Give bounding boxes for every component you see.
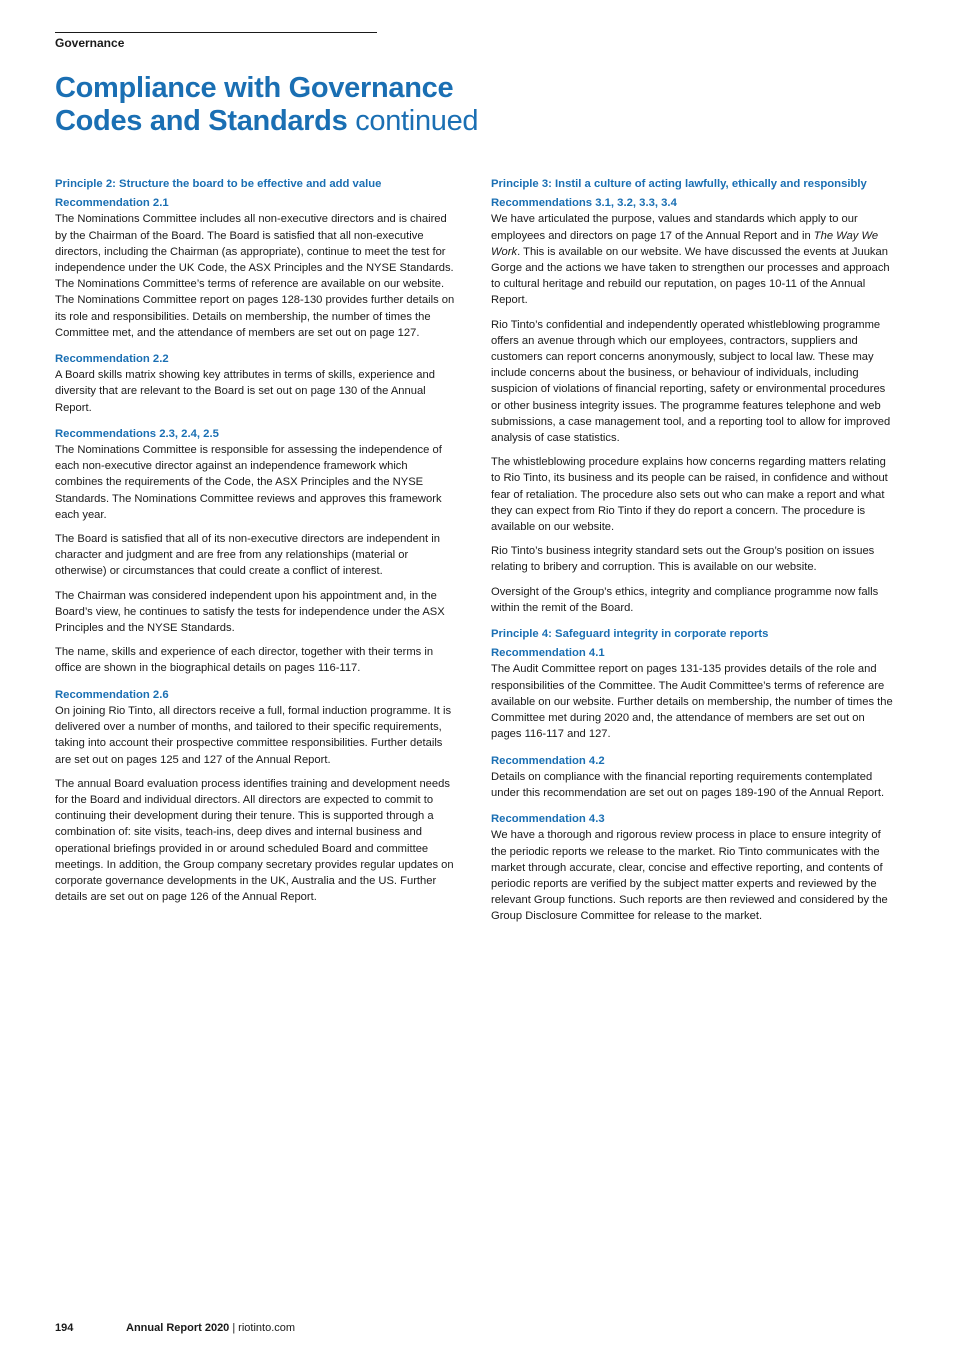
title-continued: continued [355, 105, 479, 137]
recommendation-2-3-text-4: The name, skills and experience of each director, together with their terms in office are shown in the biographical details on pages 116-117. [55, 646, 434, 675]
recommendation-2-3-heading: Recommendations 2.3, 2.4, 2.5 [55, 427, 219, 440]
recommendation-3-1-text-3: The whistleblowing procedure explains how concerns regarding matters relating to Rio Tinto, its business and its people can be raised, in confidence and without fear of retaliation. The procedure also sets out who can make a report and what they can expect from Rio Tinto if they do report a concern. The procedure is available on our website. [491, 456, 888, 534]
recommendation-3-1-heading: Recommendations 3.1, 3.2, 3.3, 3.4 [491, 197, 677, 210]
recommendation-4-1-text: The Audit Committee report on pages 131-135 provides details of the role and responsibilities of the Committee. The Audit Committee’s terms of reference are available on our website. Further details on membership, the number of times the Committee met during 2020 and, the attendance of members are set out on pages 116-117 and 127. [491, 663, 893, 741]
recommendation-4-3-text: We have a thorough and rigorous review process in place to ensure integrity of the periodic reports we release to the market. Rio Tinto communicates with the market through accurate, clear, concise and effective reporting, and contents of periodic reports are verified by the subject matter experts and reviewed by the relevant Group functions. Such reports are then reviewed and considered by the Group Disclosure Committee for release to the market. [491, 829, 888, 923]
page-title [55, 72, 615, 138]
recommendation-2-3-text-1: The Nominations Committee is responsible for assessing the independence of each non-executive director against an independence framework which combines the requirements of the Code, the ASX Principles and the NYSE Standards. The Nominations Committee reviews and approves this framework each year. [55, 444, 442, 521]
recommendation-2-3-text-3: The Chairman was considered independent upon his appointment and, in the Board’s view, he continues to satisfy the tests for independence under the ASX Principles and the NYSE Standards. [55, 589, 445, 635]
right-column [491, 176, 893, 935]
recommendation-2-1-text: The Nominations Committee includes all non-executive directors and is chaired by the Chairman of the Board. The Board is satisfied that all non-executive directors, including the Chairman (as appropriate), continue to meet the test for independence under the UK Code, the ASX Principles and the NYSE Standards. The Nominations Committee’s terms of reference are available on our website. The Nominations Committee report on pages 128-130 provides further details on its role and responsibilities. Details on membership, the number of times the Committee met, and the attendance of members are set out on page 127. [55, 213, 455, 339]
section-label: Governance [55, 36, 125, 50]
recommendation-2-6-heading: Recommendation 2.6 [55, 688, 169, 701]
recommendation-2-2 [55, 351, 457, 416]
recommendation-4-2-text: Details on compliance with the financial reporting requirements contemplated under this recommendation are set out on pages 189-190 of the Annual Report. [491, 770, 885, 799]
recommendation-3-1-text-4: Rio Tinto’s business integrity standard sets out the Group’s position on issues relating to bribery and corruption. This is available on our website. [491, 545, 875, 574]
footer-separator: | [232, 1322, 236, 1334]
report-title: Annual Report 2020 [126, 1322, 230, 1334]
recommendation-2-6 [55, 687, 457, 906]
recommendation-2-6-text-1: On joining Rio Tinto, all directors receive a full, formal induction programme. It is delivered over a number of months, and tailored to their specific requirements, taking into account their prospective committee responsibilities. Further details are set out on pages 125 and 127 of the Annual Report. [55, 704, 452, 766]
recommendation-4-3-heading: Recommendation 4.3 [491, 813, 605, 826]
recommendation-2-2-text: A Board skills matrix showing key attributes in terms of skills, experience and diversity that are relevant to the Board is set out on page 130 of the Annual Report. [55, 369, 435, 414]
recommendation-2-6-text-2: The annual Board evaluation process identifies training and development needs for the Board and individual directors. All directors are expected to commit to continuing their development during their tenure. This is supported through a combination of: site visits, teach-ins, deep dives and internal business and operational briefings provided in or around scheduled Board and committee meetings. In addition, the Group company secretary provides regular updates on corporate governance developments in the UK, Australia and the US. Further details are set out on page 126 of the Annual Report. [55, 777, 454, 904]
page-number: 194 [55, 1322, 74, 1334]
recommendation-3-1-text-1 [491, 211, 893, 308]
recommendation-2-3 [55, 426, 457, 677]
title-line-1: Compliance with Governance [55, 72, 454, 104]
principle-2-heading: Principle 2: Structure the board to be effective and add value [55, 178, 382, 190]
recommendation-3-1-text-1-a: We have articulated the purpose, values and standards which apply to our employees and directors on page 17 of the Annual Report and in [491, 213, 858, 242]
recommendation-4-1-heading: Recommendation 4.1 [491, 647, 605, 660]
recommendation-2-3-text-2: The Board is satisfied that all of its non-executive directors are independent in character and judgment and are free from any relationships (material or otherwise) or circumstances that could create a conflict of interest. [55, 533, 440, 578]
recommendation-3-1-text-5: Oversight of the Group’s ethics, integrity and compliance programme now falls within the remit of the Board. [491, 585, 879, 614]
recommendation-2-1 [55, 195, 457, 341]
left-column [55, 176, 457, 915]
title-line-2: Codes and Standards [55, 105, 348, 137]
top-rule [55, 32, 377, 33]
recommendation-2-2-heading: Recommendation 2.2 [55, 353, 169, 366]
recommendation-3-1-text-1-b: . This is available on our website. We have discussed the events at Juukan Gorge and the actions we have taken to strengthen our processes and approach to cultural heritage and rebuild our reputation, on pages 10-11 of the Annual Report. [491, 245, 890, 307]
recommendation-4-2 [491, 753, 893, 802]
recommendation-2-1-heading: Recommendation 2.1 [55, 197, 169, 210]
recommendation-3-1 [491, 195, 893, 616]
principle-3-heading: Principle 3: Instil a culture of acting lawfully, ethically and responsibly [491, 178, 867, 190]
principle-4-heading: Principle 4: Safeguard integrity in corporate reports [491, 628, 769, 641]
recommendation-4-2-heading: Recommendation 4.2 [491, 754, 605, 767]
recommendation-4-3 [491, 811, 893, 924]
page-footer [55, 1322, 295, 1334]
the-way-we-work-title: The Way We Work [491, 229, 879, 258]
recommendation-4-1 [491, 645, 893, 742]
website-link[interactable]: riotinto.com [238, 1322, 296, 1334]
recommendation-3-1-text-2: Rio Tinto’s confidential and independently operated whistleblowing programme offers an avenue through which our employees, contractors, suppliers and customers can report concerns anonymously, subject to local law. These may include concerns about the business, or behaviour of individuals, including suspicion of violations of financial reporting, safety or environmental procedures or other business integrity issues. The programme features telephone and web submissions, a case management tool, and a reporting tool to allow for improved analysis of case statistics. [491, 318, 891, 445]
